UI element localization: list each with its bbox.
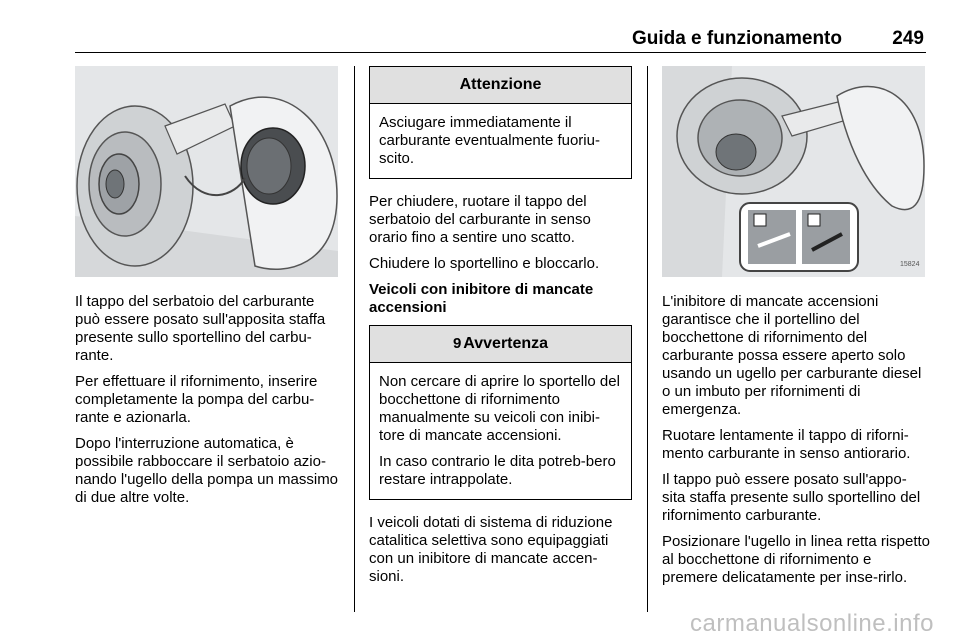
column-middle xyxy=(369,66,632,594)
paragraph: Per chiudere, ruotare il tappo del serbatoio del carburante in senso orario fino a sentire uno scatto. xyxy=(369,193,591,246)
paragraph: Chiudere lo sportellino e bloccarlo. xyxy=(369,255,600,272)
paragraph: I veicoli dotati di sistema di riduzione catalitica selettiva sono equipaggiati con un inibitore di mancate accen-sioni. xyxy=(369,514,613,585)
paragraph: Per effettuare il rifornimento, inserire completamente la pompa del carbu-rante e azionarla. xyxy=(75,373,318,426)
section-title: Guida e funzionamento xyxy=(631,28,842,49)
warning-icon: 9 xyxy=(452,335,462,352)
warning-box xyxy=(369,325,632,500)
watermark: carmanualsonline.info xyxy=(690,610,934,637)
paragraph: Il tappo può essere posato sull'appo-sita staffa presente sullo sportellino del rifornimento carburante. xyxy=(662,471,921,524)
warning-header xyxy=(370,326,631,363)
fuel-cap-on-flap-illustration xyxy=(75,66,338,277)
page-header xyxy=(75,28,926,53)
column-left xyxy=(75,66,343,515)
attention-title: Attenzione xyxy=(370,67,631,104)
attention-box xyxy=(369,66,632,179)
section-heading: Veicoli con inibitore di mancate accensioni xyxy=(369,281,594,316)
image-code: 15824 xyxy=(900,261,920,268)
paragraph: Ruotare lentamente il tappo di riforni-mento carburante in senso antiorario. xyxy=(662,427,911,462)
paragraph: Dopo l'interruzione automatica, è possibile rabboccare il serbatoio azio-nando l'ugello della pompa un massimo di due altre volte. xyxy=(75,435,339,506)
paragraph: Posizionare l'ugello in linea retta rispetto al bocchettone di rifornimento e premere delicatamente per inse-rirlo. xyxy=(662,533,931,586)
warning-title: Avvertenza xyxy=(463,335,549,352)
page-number: 249 xyxy=(892,28,924,49)
warning-text: Non cercare di aprire lo sportello del bocchettone di rifornimento manualmente su veicoli con inibi-tore di mancate accensioni. xyxy=(379,373,620,444)
paragraph: Il tappo del serbatoio del carburante può essere posato sull'apposita staffa presente sullo sportellino del carbu-rante. xyxy=(75,293,326,364)
column-divider xyxy=(354,66,355,612)
paragraph: L'inibitore di mancate accensioni garantisce che il portellino del bocchettone di rifornimento del carburante possa essere aperto solo usando un ugello per carburante diesel o un imbuto per rifornimenti di emergenza. xyxy=(662,293,922,418)
column-right xyxy=(662,66,930,595)
attention-text: Asciugare immediatamente il carburante eventualmente fuoriu-scito. xyxy=(379,114,600,167)
misfuel-inhibitor-illustration xyxy=(662,66,925,277)
column-divider xyxy=(647,66,648,612)
warning-text: In caso contrario le dita potreb-bero restare intrappolate. xyxy=(379,453,616,488)
